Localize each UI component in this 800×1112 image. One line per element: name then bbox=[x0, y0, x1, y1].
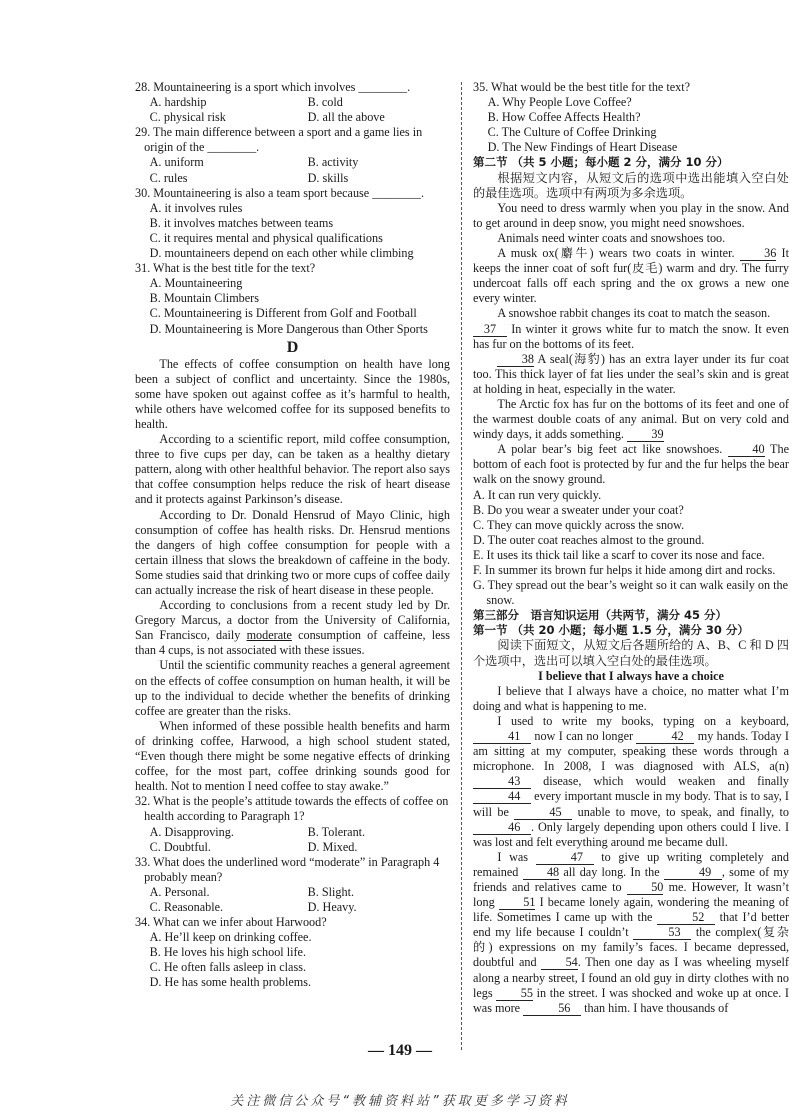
blank-39: 39 bbox=[627, 428, 664, 442]
option: B. activity bbox=[307, 155, 359, 170]
question-29-stem: 29. The main difference between a sport and a game lies in origin of the ________. bbox=[135, 125, 423, 155]
question-35-stem: 35. What would be the best title for the text? bbox=[473, 80, 691, 94]
option: C. Doubtful. bbox=[149, 839, 211, 854]
blank-51: 51 bbox=[499, 896, 536, 910]
paragraph: A snowshoe rabbit changes its coat to match the season. bbox=[497, 306, 771, 321]
blank-42: 42 bbox=[636, 730, 694, 744]
paragraph: You need to dress warmly when you play in the snow. And to get around in deep snow, you might need snowshoes. bbox=[473, 200, 789, 230]
question-32-options bbox=[135, 825, 450, 855]
option: B. He loves his high school life. bbox=[149, 945, 307, 960]
choice-option: C. They can move quickly across the snow. bbox=[473, 517, 685, 532]
blank-44: 44 bbox=[473, 790, 531, 804]
question-28-options bbox=[135, 95, 450, 125]
option: C. rules bbox=[149, 170, 188, 185]
choice-option: F. In summer its brown fur helps it hide among dirt and rocks. bbox=[473, 563, 776, 577]
paragraph: 38 A seal(海豹) has an extra layer under its fur coat too. This thick layer of fat lies under the seal’s skin and is great at holding in heat, especially in the water. bbox=[473, 351, 789, 396]
option: A. Personal. bbox=[149, 884, 210, 899]
left-column bbox=[135, 80, 450, 991]
blank-36: 36 bbox=[740, 247, 777, 261]
blank-47: 47 bbox=[536, 851, 594, 865]
question-29-options bbox=[135, 155, 450, 185]
option: C. Reasonable. bbox=[149, 899, 224, 914]
blank-45: 45 bbox=[514, 806, 572, 820]
part-3-section-1-title: 第一节 （共 20 小题；每小题 1.5 分，满分 30 分） bbox=[473, 623, 749, 638]
option: A. uniform bbox=[149, 155, 204, 170]
option: D. all the above bbox=[307, 110, 385, 125]
question-30-stem: 30. Mountaineering is also a team sport because ________. bbox=[135, 185, 425, 200]
option: A. Mountaineering bbox=[149, 276, 243, 291]
question-32-stem: 32. What is the people’s attitude towards the effects of coffee on health according to Paragraph 1? bbox=[135, 794, 449, 824]
section-2-instructions: 根据短文内容，从短文后的选项中选出能填入空白处的最佳选项。选项中有两项为多余选项。 bbox=[473, 170, 789, 200]
column-divider bbox=[461, 82, 462, 1050]
question-33-options bbox=[135, 885, 450, 915]
paragraph: A musk ox(麝牛) wears two coats in winter. 36 It keeps the inner coat of soft fur(皮毛) warm and dry. The furry undercoat falls off each spring and the ox grows a new one every winter. bbox=[473, 246, 790, 306]
blank-50: 50 bbox=[627, 881, 664, 895]
blank-52: 52 bbox=[657, 911, 715, 925]
paragraph: The effects of coffee consumption on health have long been a subject of conflict and uncertainty. Since the 1980s, some have spoken out against coffee as it’s harmful to health, while others have welcomed coffee for its supposed benefits to health. bbox=[135, 356, 450, 431]
option: A. hardship bbox=[149, 95, 207, 110]
paragraph: When informed of these possible health benefits and harm of drinking coffee, Harwood, a high school student stated, “Even though there might be some negative effects of drinking coffee, for the most part, coffee drinking sounds good for health. Not to mention I need coffee to stay awake.” bbox=[135, 718, 450, 794]
option: B. it involves matches between teams bbox=[149, 215, 334, 230]
option: D. The New Findings of Heart Disease bbox=[487, 140, 678, 155]
paragraph: Until the scientific community reaches a general agreement on the effects of coffee consumption on human health, it will be up to the individual to decide whether the benefits of drinking coffee are greater than the risks. bbox=[135, 658, 450, 718]
option: B. cold bbox=[307, 95, 343, 110]
option: A. Disapproving. bbox=[149, 824, 234, 839]
blank-54: 54 bbox=[541, 956, 578, 970]
blank-53: 53 bbox=[633, 926, 691, 940]
option: B. Mountain Climbers bbox=[149, 291, 259, 306]
question-34-stem: 34. What can we infer about Harwood? bbox=[135, 915, 327, 930]
option: C. He often falls asleep in class. bbox=[149, 960, 306, 975]
option: C. Mountaineering is Different from Golf and Football bbox=[149, 306, 417, 321]
paragraph: According to a scientific report, mild coffee consumption, three to five cups per day, can be taken as a healthy dietary pattern, along with other healthful behavior. The report also says that coffee consumption helps reduce the risk of heart disease and it protects against Parkinson’s disease. bbox=[135, 432, 450, 507]
paragraph: I used to write my books, typing on a keyboard, 41 now I can no longer 42 my hands. Today I am sitting at my computer, speaking these words through a microphone. In 2008, I was diagnosed with ALS, a(n) 43 disease, which would weaken and finally 44 every important muscle in my body. That is to say, I will be 45 unable to move, to speak, and finally, to 46 . Only largely depending upon others could I live. I was lost and felt everything around me became dull. bbox=[473, 713, 790, 849]
paragraph: Animals need winter coats and snowshoes too. bbox=[497, 230, 726, 245]
option: A. it involves rules bbox=[149, 200, 243, 215]
paragraph: The Arctic fox has fur on the bottoms of its feet and one of the warmest double coats of any animal. But on very cold and windy days, it adds something. 39 bbox=[473, 396, 789, 442]
footer-note: 关注微信公众号“教辅资料站”获取更多学习资料 bbox=[230, 1094, 570, 1109]
option: C. The Culture of Coffee Drinking bbox=[487, 125, 657, 140]
blank-37: 37 bbox=[473, 323, 507, 337]
blank-48: 48 bbox=[523, 866, 560, 880]
blank-43: 43 bbox=[473, 775, 531, 789]
question-33-stem: 33. What does the underlined word “moderate” in Paragraph 4 probably mean? bbox=[135, 854, 440, 884]
underlined-word: moderate bbox=[246, 628, 292, 643]
question-28-stem: 28. Mountaineering is a sport which involves ________. bbox=[135, 80, 411, 94]
blank-40: 40 bbox=[728, 443, 765, 457]
blank-41: 41 bbox=[473, 730, 531, 744]
blank-56: 56 bbox=[523, 1002, 581, 1016]
choice-option: A. It can run very quickly. bbox=[473, 487, 602, 502]
passage-label: D bbox=[286, 338, 299, 356]
option: D. He has some health problems. bbox=[149, 975, 312, 990]
option: D. Mountaineering is More Dangerous than Other Sports bbox=[149, 321, 428, 336]
cloze-title: I believe that I always have a choice bbox=[538, 668, 724, 683]
choice-option: B. Do you wear a sweater under your coat? bbox=[473, 502, 684, 517]
option: B. Tolerant. bbox=[307, 824, 366, 839]
option: B. How Coffee Affects Health? bbox=[487, 110, 641, 125]
option: C. it requires mental and physical qualifications bbox=[149, 230, 383, 245]
paragraph: 37 In winter it grows white fur to match the snow. It even has fur on the bottoms of its feet. bbox=[473, 321, 789, 351]
blank-38: 38 bbox=[497, 353, 534, 367]
part-3-title: 第三部分 语言知识运用（共两节，满分 45 分） bbox=[473, 608, 728, 623]
paragraph: I believe that I always have a choice, no matter what I’m doing and what is happening to me. bbox=[473, 683, 789, 713]
option: C. physical risk bbox=[149, 110, 226, 125]
blank-49: 49 bbox=[664, 866, 722, 880]
choice-option: G. They spread out the bear’s weight so it can walk easily on the snow. bbox=[473, 578, 788, 608]
option: D. skills bbox=[307, 170, 349, 185]
paragraph: According to conclusions from a recent study led by Dr. Gregory Marcus, a doctor from the University of California, San Francisco, daily moderate consumption of caffeine, less than 4 cups, is not associated with these issues. bbox=[135, 598, 450, 658]
paragraph: I was 47 to give up writing completely and remained 48 all day long. In the 49 , some of my friends and relatives came to 50 me. However, It wasn’t long 51 I became lonely again, wondering the meaning of life. Sometimes I came up with the 52 that I’d better end my life because I couldn’t 53 the complex(复杂的) expressions on my family’s faces. I became depressed, doubtful and 54. Then one day as I was wheeling myself along a nearby street, I found an old guy in dirty clothes with no legs 55 in the street. I was shocked and woke up at once. I was more 56 than him. I have thousands of bbox=[473, 849, 789, 1015]
option: A. Why People Love Coffee? bbox=[487, 95, 632, 110]
right-column bbox=[473, 80, 789, 1016]
blank-55: 55 bbox=[496, 987, 533, 1001]
choice-option: D. The outer coat reaches almost to the ground. bbox=[473, 532, 705, 547]
part-3-instructions: 阅读下面短文，从短文后各题所给的 A、B、C 和 D 四个选项中，选出可以填入空白处的最佳选项。 bbox=[473, 638, 789, 668]
option: D. mountaineers depend on each other while climbing bbox=[149, 246, 414, 261]
question-31-stem: 31. What is the best title for the text? bbox=[135, 261, 316, 276]
option: B. Slight. bbox=[307, 884, 355, 899]
page-number: — 149 — bbox=[368, 1042, 432, 1059]
option: D. Mixed. bbox=[307, 839, 358, 854]
paragraph: According to Dr. Donald Hensrud of Mayo Clinic, high consumption of coffee has health risks. Dr. Hensrud mentions the dangers of high coffee consumption for people with a certain illness that slows the breakdown of caffeine in the body. Some studies said that drinking two or more cups of coffee daily can actually increase the risk of heart disease in these people. bbox=[135, 507, 450, 597]
section-2-title: 第二节 （共 5 小题；每小题 2 分，满分 10 分） bbox=[473, 155, 729, 170]
option: A. He’ll keep on drinking coffee. bbox=[149, 930, 312, 945]
blank-46: 46 bbox=[473, 821, 531, 835]
choice-option: E. It uses its thick tail like a scarf to cover its nose and face. bbox=[473, 547, 765, 562]
option: D. Heavy. bbox=[307, 899, 357, 914]
paragraph: A polar bear’s big feet act like snowshoes. 40 The bottom of each foot is protected by fur and the fur helps the bear walk on the snowy ground. bbox=[473, 442, 789, 487]
